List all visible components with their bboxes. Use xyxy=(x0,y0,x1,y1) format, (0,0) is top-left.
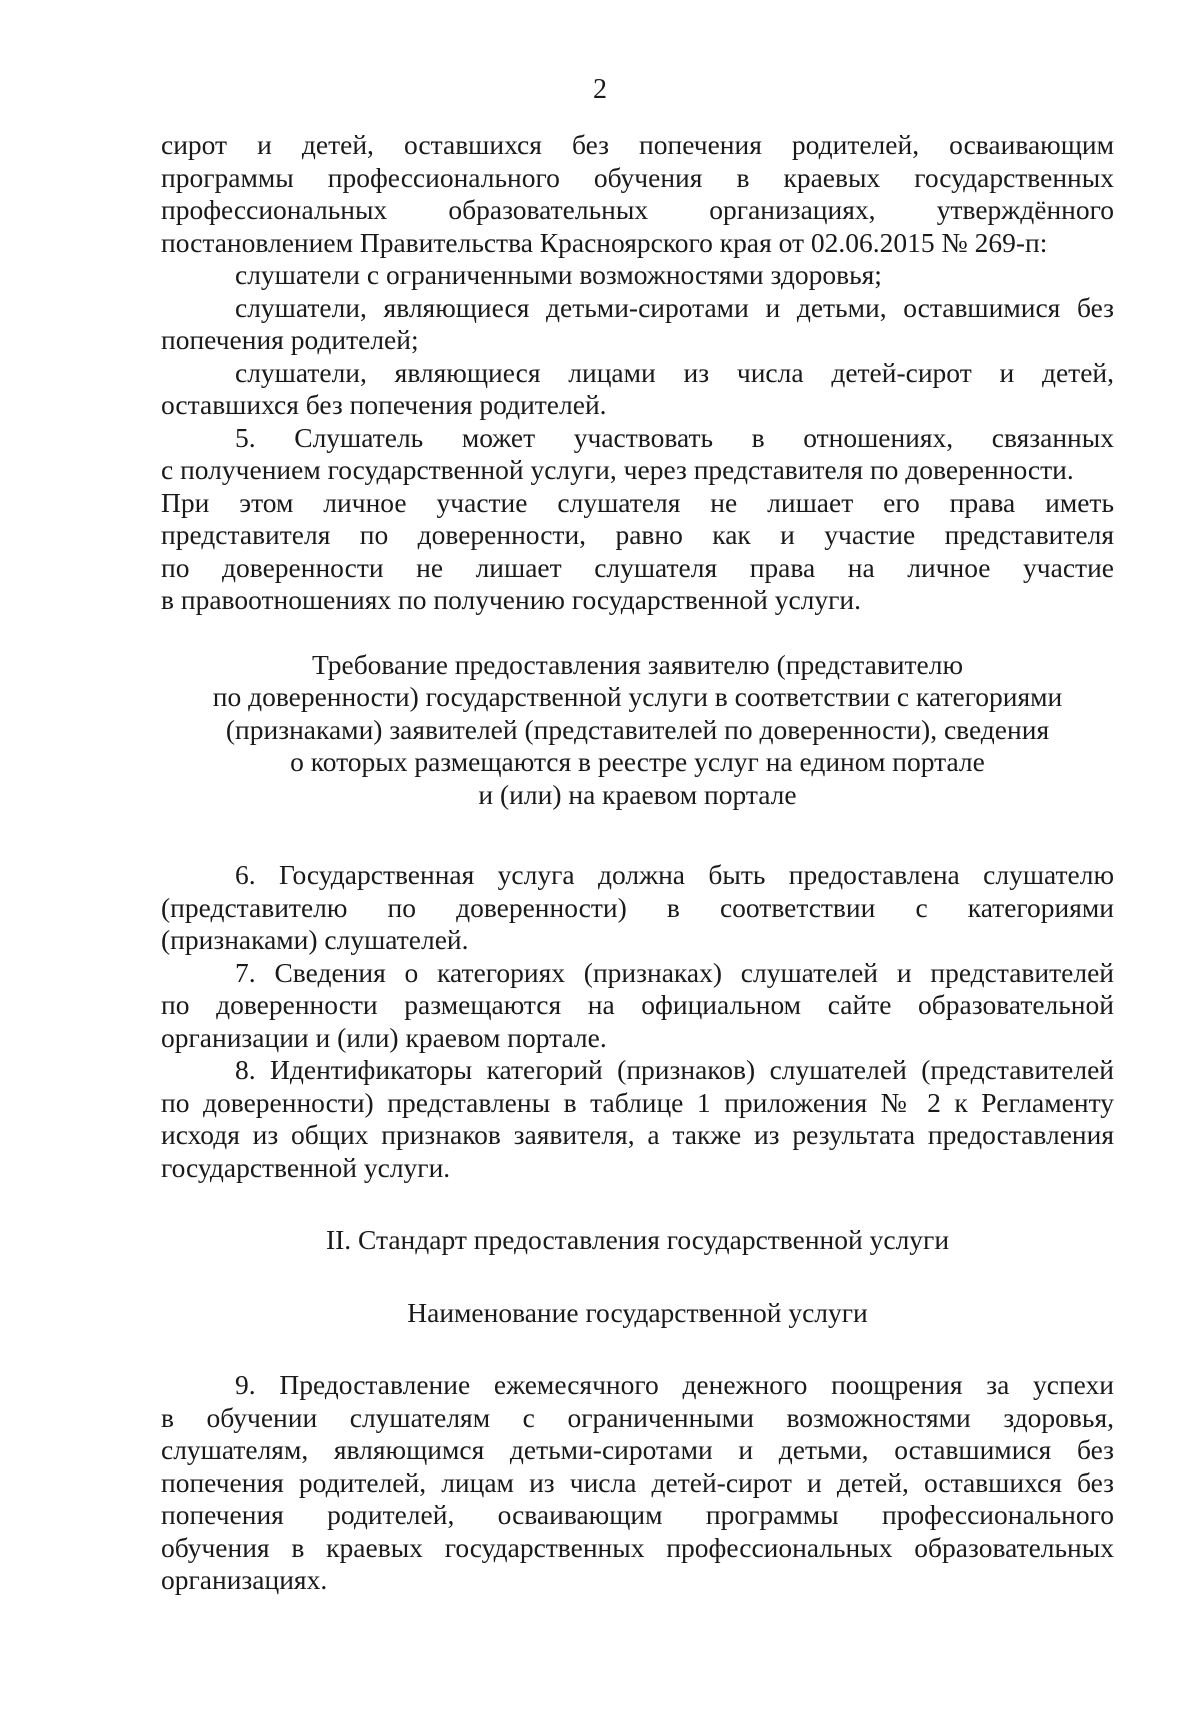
text-line: организациях. xyxy=(161,1564,328,1595)
text-line: слушатели, являющиеся детьми-сиротами и детьми, оставшимися без xyxy=(235,291,1114,323)
text-line: 6. Государственная услуга должна быть предоставлена слушателю xyxy=(235,859,1114,890)
paragraph-block-3 xyxy=(161,1369,1114,1597)
text-line: представителя по доверенности, равно как и участие представителя xyxy=(161,519,1114,550)
page-number: 2 xyxy=(593,74,607,105)
text-line: постановлением Правительства Красноярского края от 02.06.2015 № 269-п: xyxy=(161,226,1048,258)
text-line: профессиональных образовательных организациях, утверждённого xyxy=(161,194,1114,225)
text-line: попечения родителей, осваивающим программы профессионального xyxy=(161,1499,1114,1530)
text-line: (представителю по доверенности) в соответствии с категориями xyxy=(161,891,1114,923)
text-line: в обучении слушателям с ограниченными возможностями здоровья, xyxy=(161,1401,1114,1433)
document-body xyxy=(161,129,1114,1597)
text-line: по доверенности размещаются на официальном сайте образовательной xyxy=(161,989,1114,1020)
text-line: государственной услуги. xyxy=(161,1151,451,1183)
text-line: попечения родителей; xyxy=(161,324,419,355)
text-line: оставшихся без попечения родителей. xyxy=(161,389,607,420)
heading-line: Требование предоставления заявителю (представителю xyxy=(311,648,963,680)
subsection-title: Наименование государственной услуги xyxy=(407,1296,868,1328)
text-line: по доверенности не лишает слушателя права на личное участие xyxy=(161,551,1114,583)
text-line: слушатели, являющиеся лицами из числа детей-сирот и детей, xyxy=(235,356,1114,388)
text-line: сирот и детей, оставшихся без попечения родителей, осваивающим xyxy=(161,129,1114,160)
text-line: При этом личное участие слушателя не лишает его права иметь xyxy=(161,486,1114,518)
text-line: исходя из общих признаков заявителя, а также из результата предоставления xyxy=(161,1119,1114,1150)
text-line: (признаками) слушателей. xyxy=(161,924,469,955)
text-line: попечения родителей, лицам из числа детей-сирот и детей, оставшихся без xyxy=(161,1466,1114,1498)
text-line: организации и (или) краевом портале. xyxy=(161,1021,607,1053)
text-line: 9. Предоставление ежемесячного денежного поощрения за успехи xyxy=(235,1369,1114,1400)
text-line: по доверенности) представлены в таблице 1 приложения № 2 к Регламенту xyxy=(161,1086,1114,1118)
text-line: слушателям, являющимся детьми-сиротами и детьми, оставшимися без xyxy=(161,1434,1114,1465)
heading-line: и (или) на краевом портале xyxy=(478,778,797,810)
heading-line: (признаками) заявителей (представителей по доверенности), сведения xyxy=(225,713,1050,745)
text-line: 5. Слушатель может участвовать в отношениях, связанных xyxy=(235,421,1114,453)
text-line: программы профессионального обучения в краевых государственных xyxy=(161,161,1114,193)
text-line: 8. Идентификаторы категорий (признаков) слушателей (представителей xyxy=(235,1054,1114,1085)
paragraph-block-2 xyxy=(161,859,1114,1184)
heading-line: о которых размещаются в реестре услуг на едином портале xyxy=(290,746,985,777)
heading-line: по доверенности) государственной услуги в соответствии с категориями xyxy=(212,681,1063,712)
text-line: в правоотношениях по получению государственной услуги. xyxy=(161,584,862,615)
section-heading xyxy=(161,649,1114,812)
text-line: 7. Сведения о категориях (признаках) слушателей и представителей xyxy=(235,956,1114,988)
section-title: II. Стандарт предоставления государственной услуги xyxy=(325,1224,950,1255)
text-line: с получением государственной услуги, через представителя по доверенности. xyxy=(161,454,1074,485)
text-line: слушатели с ограниченными возможностями здоровья; xyxy=(235,259,882,290)
text-line: обучения в краевых государственных профессиональных образовательных xyxy=(161,1531,1114,1563)
paragraph-block-1 xyxy=(161,129,1114,617)
